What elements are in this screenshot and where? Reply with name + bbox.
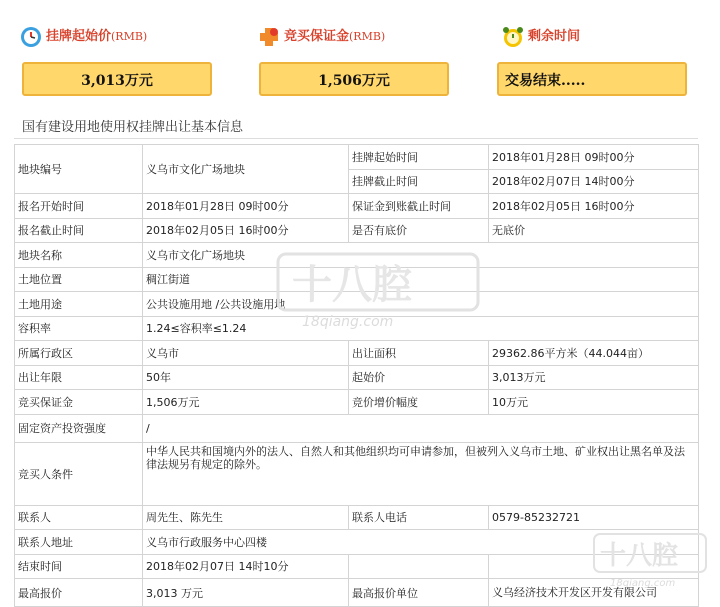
- table-row: [15, 267, 699, 292]
- value-contact-address: 义乌市行政服务中心四楼: [143, 530, 699, 555]
- value-contact-phone: 0579-85232721: [489, 505, 699, 530]
- label-land-use: 土地用途: [15, 292, 143, 317]
- plus-badge-icon: [258, 26, 280, 48]
- label-listing-end: 挂牌截止时间: [349, 169, 489, 194]
- clock-icon: [20, 26, 42, 48]
- watermark-text: 十八腔: [600, 541, 679, 571]
- label-district: 所属行政区: [15, 341, 143, 366]
- label-contact: 联系人: [15, 505, 143, 530]
- table-row: [15, 316, 699, 341]
- label-investment-intensity: 固定资产投资强度: [15, 414, 143, 442]
- start-price-title: 挂牌起始价(RMB): [20, 26, 220, 48]
- section-title: 国有建设用地使用权挂牌出让基本信息: [22, 120, 244, 135]
- label-bid-increment: 竞价增价幅度: [349, 390, 489, 415]
- value-contact: 周先生、陈先生: [143, 505, 349, 530]
- watermark-text: 十八腔: [292, 262, 412, 308]
- value-listing-end: 2018年02月07日 14时00分: [489, 169, 699, 194]
- table-row: [15, 194, 699, 219]
- label-term: 出让年限: [15, 365, 143, 390]
- start-price-value: 3,013万元: [22, 62, 212, 96]
- value-plot-ratio: 1.24≤容积率≤1.24: [143, 316, 699, 341]
- table-row: [15, 442, 699, 505]
- table-row: [15, 414, 699, 442]
- value-deposit-deadline: 2018年02月05日 16时00分: [489, 194, 699, 219]
- value-registration-start: 2018年01月28日 09时00分: [143, 194, 349, 219]
- value-listing-start: 2018年01月28日 09时00分: [489, 145, 699, 170]
- label-contact-address: 联系人地址: [15, 530, 143, 555]
- deposit-value: 1,506万元: [259, 62, 449, 96]
- label-bid-deposit: 竞买保证金: [15, 390, 143, 415]
- value-term: 50年: [143, 365, 349, 390]
- label-land-location: 土地位置: [15, 267, 143, 292]
- remaining-time-title: 剩余时间: [502, 26, 702, 48]
- label-plot-ratio: 容积率: [15, 316, 143, 341]
- value-bidder-conditions: 中华人民共和国境内外的法人、自然人和其他组织均可申请参加，但被列入义乌市土地、矿业权出让黑名单及法律法规另有规定的除外。: [143, 442, 699, 505]
- value-plot-name: 义乌市文化广场地块: [143, 243, 699, 268]
- label-reserve-price: 是否有底价: [349, 218, 489, 243]
- label-registration-start: 报名开始时间: [15, 194, 143, 219]
- deposit-title: 竞买保证金(RMB): [258, 26, 458, 48]
- value-bid-increment: 10万元: [489, 390, 699, 415]
- value-bid-deposit: 1,506万元: [143, 390, 349, 415]
- value-highest-bidder: 义乌经济技术开发区开发有限公司: [489, 579, 699, 607]
- alarm-clock-icon: [502, 26, 524, 48]
- value-highest-bid: 3,013 万元: [143, 579, 349, 607]
- table-row: [15, 341, 699, 366]
- table-row: [15, 505, 699, 530]
- section-divider: [14, 138, 698, 139]
- label-contact-phone: 联系人电话: [349, 505, 489, 530]
- value-end-time: 2018年02月07日 14时10分: [143, 554, 349, 579]
- value-investment-intensity: /: [143, 414, 699, 442]
- label-end-time: 结束时间: [15, 554, 143, 579]
- table-row: [15, 145, 699, 170]
- watermark-url: 18qiang.com: [302, 314, 394, 330]
- label-start-price: 起始价: [349, 365, 489, 390]
- remaining-time-value: 交易结束.....: [497, 62, 687, 96]
- label-deposit-deadline: 保证金到账截止时间: [349, 194, 489, 219]
- value-plot-number: 义乌市文化广场地块: [143, 145, 349, 194]
- value-land-location: 稠江街道: [143, 267, 699, 292]
- empty-cell: [489, 554, 699, 579]
- table-row: [15, 390, 699, 415]
- watermark-url: 18qiang.com: [610, 578, 676, 589]
- value-area: 29362.86平方米（44.044亩）: [489, 341, 699, 366]
- table-row: [15, 579, 699, 607]
- label-bidder-conditions: 竞买人条件: [15, 442, 143, 505]
- info-table: [14, 144, 699, 607]
- value-registration-end: 2018年02月05日 16时00分: [143, 218, 349, 243]
- summary-bar: [0, 0, 720, 110]
- label-area: 出让面积: [349, 341, 489, 366]
- value-reserve-price: 无底价: [489, 218, 699, 243]
- table-row: [15, 365, 699, 390]
- label-highest-bid: 最高报价: [15, 579, 143, 607]
- label-plot-number: 地块编号: [15, 145, 143, 194]
- empty-cell: [349, 554, 489, 579]
- table-row: [15, 554, 699, 579]
- value-start-price: 3,013万元: [489, 365, 699, 390]
- table-row: [15, 243, 699, 268]
- value-land-use: 公共设施用地 /公共设施用地: [143, 292, 699, 317]
- table-row: [15, 292, 699, 317]
- value-district: 义乌市: [143, 341, 349, 366]
- label-highest-bidder: 最高报价单位: [349, 579, 489, 607]
- table-row: [15, 530, 699, 555]
- label-registration-end: 报名截止时间: [15, 218, 143, 243]
- label-listing-start: 挂牌起始时间: [349, 145, 489, 170]
- label-plot-name: 地块名称: [15, 243, 143, 268]
- table-row: [15, 218, 699, 243]
